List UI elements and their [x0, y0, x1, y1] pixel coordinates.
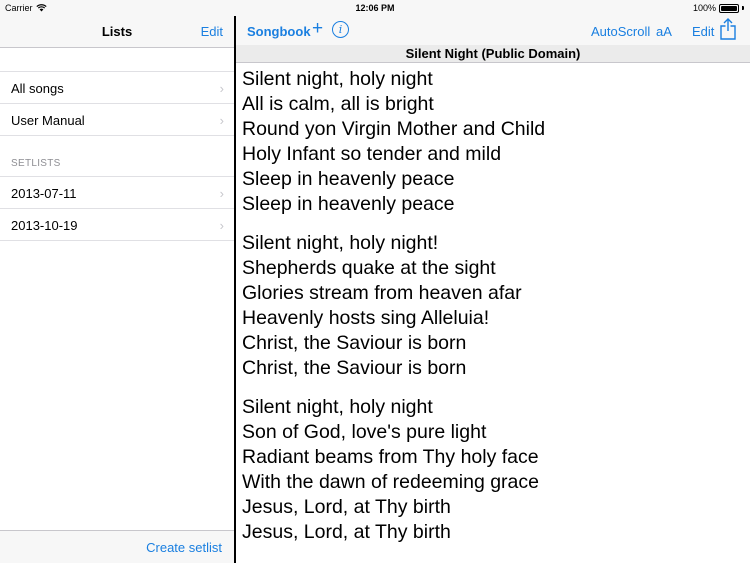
setlist-item[interactable]: [0, 209, 234, 241]
list-item-label: User Manual: [11, 113, 85, 128]
setlists-section-header: [0, 136, 234, 177]
info-icon[interactable]: i: [332, 21, 349, 38]
battery-icon: [719, 4, 739, 13]
text-size-button[interactable]: aA: [656, 24, 672, 39]
lyrics-line: Shepherds quake at the sight: [242, 257, 496, 279]
create-setlist-button[interactable]: Create setlist: [146, 540, 222, 555]
battery-percent: 100%: [692, 3, 716, 13]
sidebar-toolbar: [0, 530, 234, 563]
autoscroll-button[interactable]: AutoScroll: [591, 24, 651, 39]
plus-icon[interactable]: +: [312, 18, 324, 39]
list-item-user-manual[interactable]: [0, 104, 234, 136]
chevron-right-icon: ›: [219, 186, 224, 201]
lyrics-line: Silent night, holy night: [242, 396, 433, 418]
lyrics-line: Silent night, holy night: [242, 68, 433, 90]
song-edit-button[interactable]: Edit: [692, 24, 715, 39]
lyrics-line: Jesus, Lord, at Thy birth: [242, 521, 451, 543]
song-lyrics[interactable]: [236, 63, 750, 545]
list-item-label: All songs: [11, 81, 64, 96]
sidebar-edit-button[interactable]: Edit: [200, 24, 223, 39]
lyrics-line: Silent night, holy night!: [242, 232, 439, 254]
chevron-right-icon: ›: [219, 218, 224, 233]
battery-indicator: [693, 3, 744, 13]
song-title: Silent Night (Public Domain): [236, 45, 750, 63]
lyrics-line: Sleep in heavenly peace: [242, 168, 455, 190]
lyrics-line: Radiant beams from Thy holy face: [242, 446, 539, 468]
status-time: 12:06 PM: [355, 3, 395, 13]
song-view: [236, 16, 750, 563]
lyrics-stanza: [242, 67, 750, 217]
lyrics-line: Sleep in heavenly peace: [242, 193, 455, 215]
lyrics-line: With the dawn of redeeming grace: [242, 471, 539, 493]
lyrics-line: Christ, the Saviour is born: [242, 357, 467, 379]
song-nav-bar: [236, 16, 750, 45]
lyrics-line: Christ, the Saviour is born: [242, 332, 467, 354]
lyrics-stanza: [242, 395, 750, 545]
lyrics-stanza: [242, 231, 750, 381]
songbook-button[interactable]: Songbook: [247, 24, 311, 39]
lyrics-line: Glories stream from heaven afar: [242, 282, 522, 304]
lyrics-line: Jesus, Lord, at Thy birth: [242, 496, 451, 518]
chevron-right-icon: ›: [219, 113, 224, 128]
chevron-right-icon: ›: [219, 81, 224, 96]
lyrics-line: Son of God, love's pure light: [242, 421, 487, 443]
lyrics-line: All is calm, all is bright: [242, 93, 434, 115]
lyrics-line: Round yon Virgin Mother and Child: [242, 118, 546, 140]
carrier-label: Carrier: [5, 3, 33, 13]
lists-sidebar: [0, 16, 234, 563]
share-icon[interactable]: [719, 18, 737, 40]
status-bar: [0, 0, 750, 16]
sidebar-nav-bar: [0, 16, 234, 48]
lyrics-line: Heavenly hosts sing Alleluia!: [242, 307, 490, 329]
setlists-header-label: SETLISTS: [11, 158, 61, 169]
setlist-item-label: 2013-10-19: [11, 218, 78, 233]
list-item-all-songs[interactable]: [0, 72, 234, 104]
setlist-item-label: 2013-07-11: [11, 186, 77, 201]
sidebar-title: Lists: [101, 24, 133, 39]
setlist-item[interactable]: [0, 177, 234, 209]
lyrics-line: Holy Infant so tender and mild: [242, 143, 502, 165]
group-spacer: [0, 48, 234, 72]
